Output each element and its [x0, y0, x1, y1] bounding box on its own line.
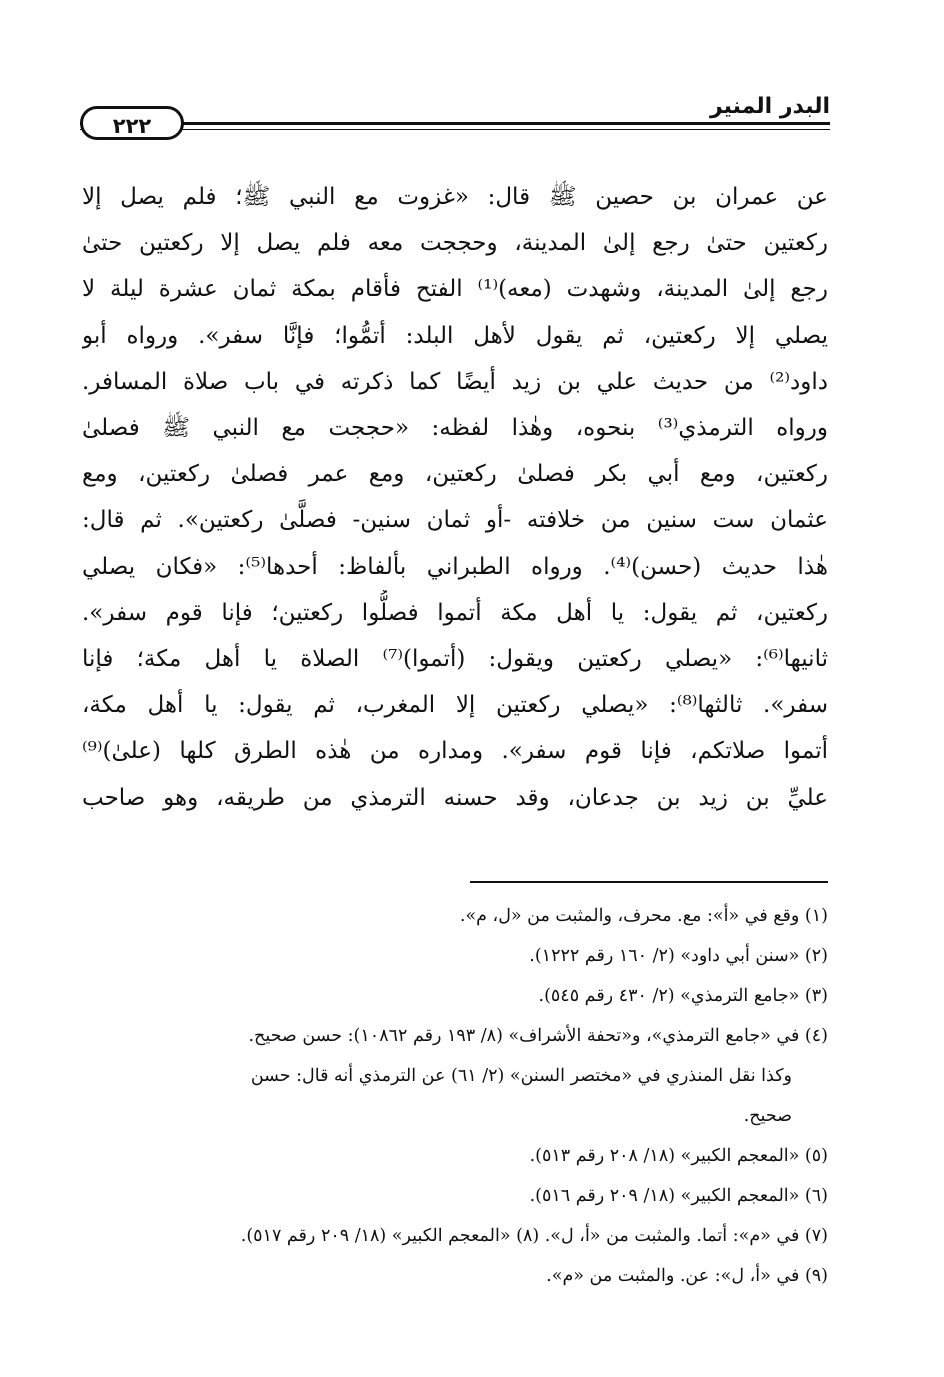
footnote-6: (٦) «المعجم الكبير» (١٨/ ٢٠٩ رقم ٥١٦).	[529, 1186, 828, 1206]
footnotes	[80, 896, 828, 1296]
text-line: رجع إلىٰ المدينة، وشهدت (معه)⁽¹⁾ الفتح فأقام بمكة ثمان عشرة ليلة لا	[82, 276, 828, 303]
header-rule-thin	[80, 129, 830, 130]
footnote-2: (٢) «سنن أبي داود» (٢/ ١٦٠ رقم ١٢٢٢).	[529, 946, 828, 966]
footnote-separator	[470, 881, 828, 883]
text-line: ورواه الترمذي⁽³⁾ بنحوه، وهٰذا لفظه: «حججت مع النبي ﷺ فصلىٰ	[82, 415, 828, 442]
text-line: عثمان ست سنين من خلافته -أو ثمان سنين- فصلَّىٰ ركعتين». ثم قال:	[82, 507, 828, 534]
footnote-1: (١) وقع في «أ»: مع. محرف، والمثبت من «ل، م».	[459, 906, 828, 926]
running-title: البدر المنير	[709, 94, 830, 119]
text-line: هٰذا حديث (حسن)⁽⁴⁾. ورواه الطبراني بألفاظ: أحدها⁽⁵⁾: «فكان يصلي	[82, 553, 828, 580]
footnote-5: (٥) «المعجم الكبير» (١٨/ ٢٠٨ رقم ٥١٣).	[529, 1146, 828, 1166]
page-header	[80, 92, 830, 152]
header-rule-thick	[80, 122, 830, 125]
footnote-4: (٤) في «جامع الترمذي»، و«تحفة الأشراف» (٨/ ١٩٣ رقم ١٠٨٦٢): حسن صحيح.	[248, 1026, 828, 1046]
text-line: ركعتين حتىٰ رجع إلىٰ المدينة، وحججت معه فلم يصل إلا ركعتين حتىٰ	[82, 230, 828, 257]
footnote-4-continued: صحيح.	[743, 1106, 792, 1126]
text-line: سفر». ثالثها⁽⁸⁾: «يصلي ركعتين إلا المغرب، ثم يقول: يا أهل مكة،	[82, 692, 828, 719]
footnote-9: (٩) في «أ، ل»: عن. والمثبت من «م».	[546, 1266, 828, 1286]
text-line: يصلي إلا ركعتين، ثم يقول لأهل البلد: أتمُّوا؛ فإنَّا سفر». ورواه أبو	[82, 322, 828, 349]
text-line: أتموا صلاتكم، فإنا قوم سفر». ومداره من هٰذه الطرق كلها (علىٰ)⁽⁹⁾	[82, 738, 828, 765]
page-number: ٢٢٢	[80, 106, 184, 140]
text-line: ثانيها⁽⁶⁾: «يصلي ركعتين ويقول: (أتموا)⁽⁷⁾ الصلاة يا أهل مكة؛ فإنا	[82, 646, 828, 673]
footnote-4-continued: وكذا نقل المنذري في «مختصر السنن» (٢/ ٦١) عن الترمذي أنه قال: حسن	[250, 1066, 792, 1086]
text-line: عليِّ بن زيد بن جدعان، وقد حسنه الترمذي من طريقه، وهو صاحب	[82, 784, 828, 811]
footnote-7-8: (٧) في «م»: أتما. والمثبت من «أ، ل». (٨) «المعجم الكبير» (١٨/ ٢٠٩ رقم ٥١٧).	[240, 1226, 828, 1246]
main-text	[82, 174, 828, 821]
text-line: داود⁽²⁾ من حديث علي بن زيد أيضًا كما ذكرته في باب صلاة المسافر.	[82, 368, 828, 395]
text-line: ركعتين، ثم يقول: يا أهل مكة أتموا فصلُّوا ركعتين؛ فإنا قوم سفر».	[82, 599, 828, 626]
text-line: عن عمران بن حصين ﷺ قال: «غزوت مع النبي ﷺ؛ فلم يصل إلا	[82, 184, 828, 210]
footnote-3: (٣) «جامع الترمذي» (٢/ ٤٣٠ رقم ٥٤٥).	[538, 986, 828, 1006]
text-line: ركعتين، ومع أبي بكر فصلىٰ ركعتين، ومع عمر فصلىٰ ركعتين، ومع	[82, 461, 828, 488]
